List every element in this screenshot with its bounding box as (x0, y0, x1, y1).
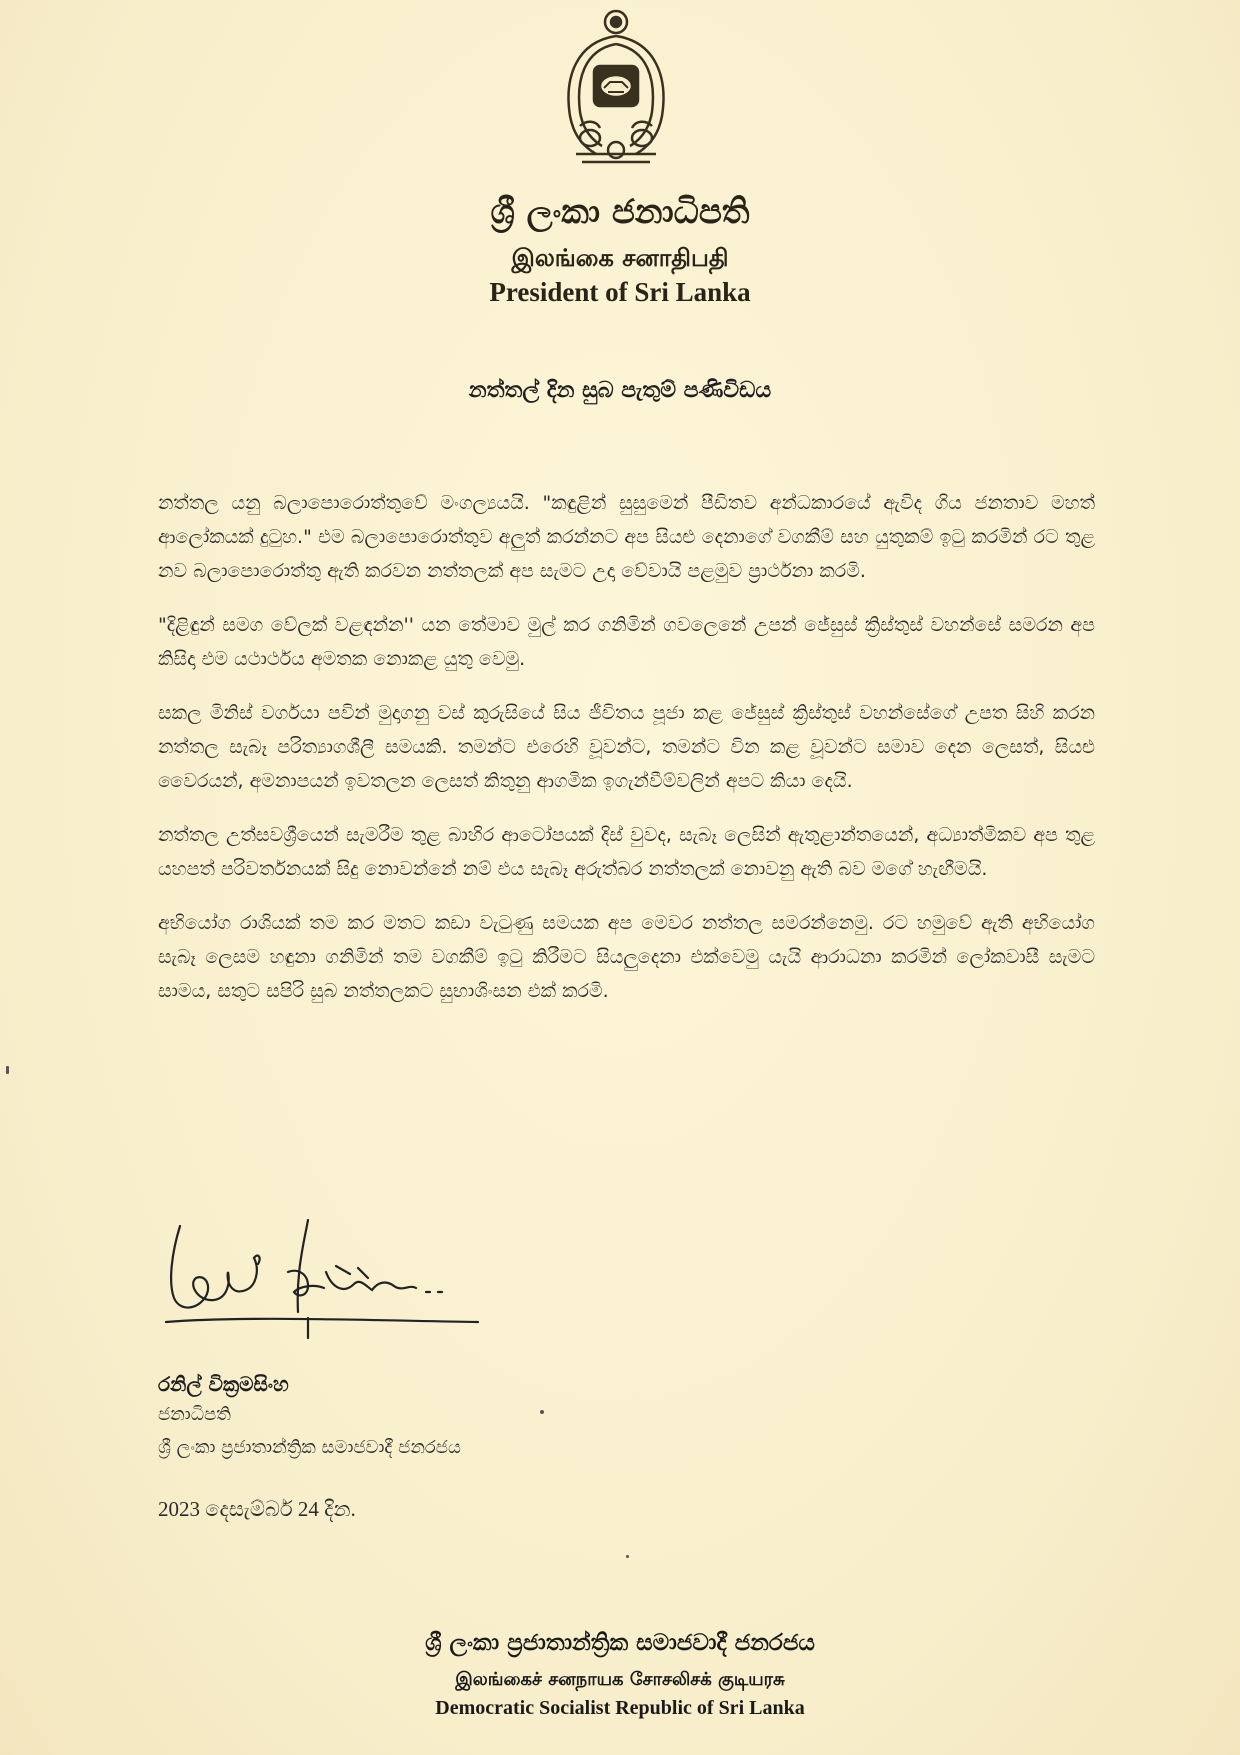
paragraph-3: සකල මිනිස් වර්ගයා පවින් මුදාගනු වස් කුරුසියේ සිය ජීවිතය පූජා කළ ජේසුස් ක්‍රිස්තුස් වහන්සේගේ උපත සිහි කරන නත්තල සැබෑ පරිත්‍යාගශීලී සමයකි. තමන්ට එරෙහි වූවන්ට, තමන්ට වින කළ වූවන්ට සමාව දෙන ලෙසත්, සියළු වෛරයන්, අමනාපයන් ඉවතලන ලෙසත් කිතුනු ආගමික ඉගැන්වීම්වලින් අපට කියා දෙයි. (158, 702, 1095, 792)
message-title: නත්තල් දින සුබ පැතුම් පණිවිඩය (468, 378, 772, 403)
letter-date: 2023 දෙසැම්බර් 24 දින. (158, 1497, 356, 1521)
paper-speck (540, 1410, 544, 1414)
message-body (158, 486, 1095, 1028)
sri-lanka-emblem-icon (556, 8, 676, 174)
handwritten-signature (158, 1212, 498, 1342)
paper-speck (6, 1066, 9, 1074)
footer-country-english: Democratic Socialist Republic of Sri Lanka (435, 1697, 805, 1719)
paragraph-2: "දිළිඳුන් සමග වේලක් වළඳන්න'' යන තේමාව මුල් කර ගනිමින් ගවලෙනේ උපන් ජේසුස් ක්‍රිස්තුස් වහන්සේ සමරන අප කිසිදා එම යථාර්ථය අමතක නොකළ යුතු වෙමු. (158, 614, 1095, 670)
paragraph-4: නත්තල උත්සවශ්‍රීයෙන් සැමරීම තුළ බාහිර ආටෝපයක් දිස් වුවද, සැබෑ ලෙසින් ඇතුළාන්තයෙන්, අධ්‍යාත්මිකව අප තුළ යහපත් පරිවර්තනයක් සිදු නොවන්නේ නම් එය සැබෑ අරුත්බර නත්තලක් නොවනු ඇති බව මගේ හැඟීමයි. (158, 824, 1095, 880)
paragraph-1: නත්තල යනු බලාපොරොත්තුවේ මංගල්‍යයයි. "කඳුළින් සුසුමෙන් පීඩිතව අන්ධකාරයේ ඇවිද ගිය ජනතාව මහත් ආලෝකයක් දුටුහ." එම බලාපොරොත්තුව අලුත් කරන්නට අප සියළු දෙනාගේ වගකීම් සහ යුතුකම් ඉටු කරමින් රට තුළ නව බලාපොරොත්තු ඇති කරවන නත්තලක් අප සැමට උදා වේවායි පළමුව ප්‍රාර්ථනා කරමි. (158, 492, 1095, 582)
signatory-role: ජනාධිපති (158, 1404, 231, 1425)
paragraph-5: අභියෝග රාශියක් තම කර මතට කඩා වැටුණු සමයක අප මෙවර නත්තල සමරන්නෙමු. රට හමුවේ ඇති අභියෝග සැබෑ ලෙසම හඳුනා ගනිමින් තම වගකීම් ඉටු කිරීමට සියලුදෙනා එක්වෙමු යැයි ආරාධනා කරමින් ලෝකවාසී සැමට සාමය, සතුට සපිරි සුබ නත්තලකට සුභාශිංසන එක් කරමි. (158, 912, 1095, 1002)
office-title-tamil: இலங்கை சனாதிபதி (511, 244, 729, 272)
footer-country-tamil: இலங்கைச் சனநாயக சோசலிசக் குடியரசு (455, 1669, 785, 1690)
paper-speck (626, 1555, 629, 1558)
office-title-english: President of Sri Lanka (489, 277, 751, 307)
signatory-name: රනිල් වික්‍රමසිංහ (158, 1372, 289, 1396)
signatory-country: ශ්‍රී ලංකා ප්‍රජාතාන්ත්‍රික සමාජවාදී ජනරජය (158, 1437, 461, 1458)
footer-country-sinhala: ශ්‍රී ලංකා ප්‍රජාතාන්ත්‍රික සමාජවාදී ජනරජය (425, 1630, 815, 1656)
signatory-block (158, 1372, 461, 1458)
office-title-sinhala: ශ්‍රී ලංකා ජනාධිපති (490, 192, 750, 232)
